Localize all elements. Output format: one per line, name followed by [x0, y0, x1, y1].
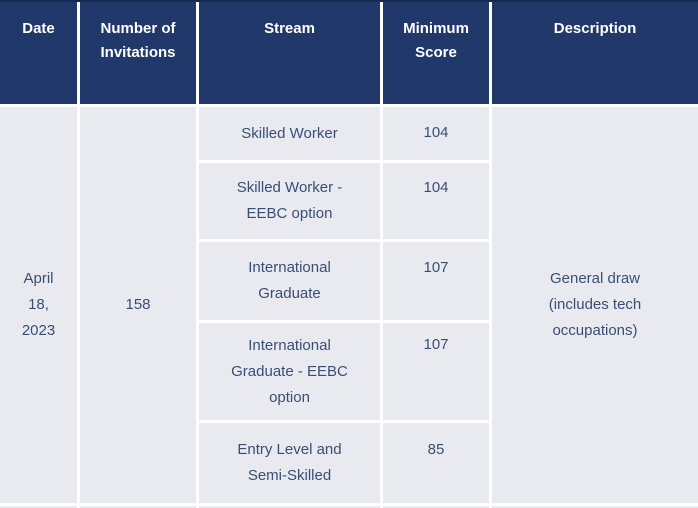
stream-cell-international-graduate-eebc: International Graduate - EEBC option: [199, 323, 380, 420]
min-score-cell: 107: [383, 323, 489, 420]
min-score-cell: 107: [383, 242, 489, 320]
column-header-number-of-invitations: Number of Invitations: [80, 2, 196, 104]
min-score-cell: 104: [383, 163, 489, 239]
stream-cell-skilled-worker: Skilled Worker: [199, 107, 380, 160]
stream-cell-entry-level-semi-skilled: Entry Level and Semi-Skilled: [199, 423, 380, 503]
date-cell: April 18, 2023: [0, 107, 77, 503]
stream-cell-international-graduate: International Graduate: [199, 242, 380, 320]
invitations-count-cell: 158: [80, 107, 196, 503]
description-cell: General draw (includes tech occupations): [492, 107, 698, 503]
column-header-date: Date: [0, 2, 77, 104]
column-header-description: Description: [492, 2, 698, 104]
column-header-minimum-score: Minimum Score: [383, 2, 489, 104]
min-score-cell: 104: [383, 107, 489, 160]
column-header-stream: Stream: [199, 2, 380, 104]
stream-cell-skilled-worker-eebc: Skilled Worker - EEBC option: [199, 163, 380, 239]
min-score-cell: 85: [383, 423, 489, 503]
